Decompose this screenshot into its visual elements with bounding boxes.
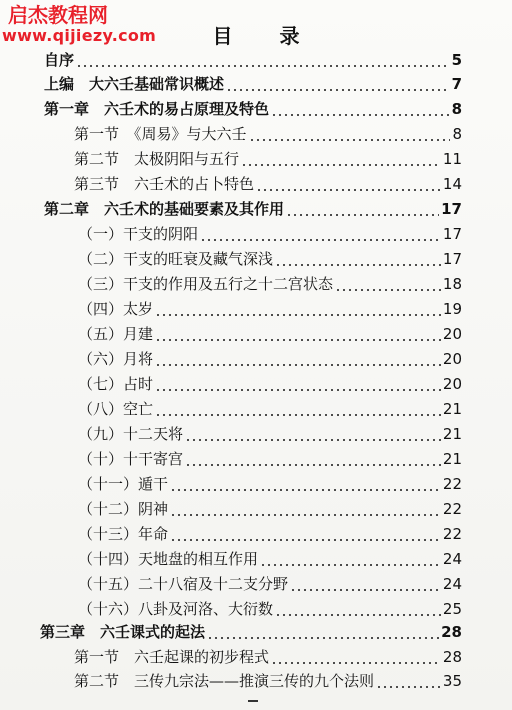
toc-entry-label: （十五）二十八宿及十二支分野	[78, 575, 289, 593]
toc-entry-page-number: 18	[442, 275, 462, 293]
toc-entry-page-number: 28	[441, 623, 462, 641]
toc-entry-label: （十二）阴神	[78, 500, 169, 518]
toc-entry-page-number: 7	[451, 75, 462, 93]
toc-entry-label: （八）空亡	[78, 400, 154, 418]
toc-leader-dots	[286, 214, 439, 216]
toc-leader-dots	[155, 414, 441, 416]
toc-entry	[74, 122, 462, 146]
toc-entry-label: （五）月建	[78, 325, 154, 343]
toc-title: 目 录	[212, 24, 320, 48]
toc-entry-page-number: 11	[442, 150, 462, 168]
watermark-site-name: 启杰教程网	[8, 3, 108, 27]
toc-leader-dots	[275, 614, 441, 616]
page-edge-mark	[248, 700, 258, 702]
toc-entry-label: （十四）天地盘的相互作用	[78, 550, 259, 568]
toc-leader-dots	[260, 564, 441, 566]
toc-entry-label: 第三章 六壬课式的起法	[40, 623, 206, 641]
toc-entry-label: 第二节 太极阴阳与五行	[74, 150, 240, 168]
toc-entry-page-number: 19	[442, 300, 462, 318]
toc-entry-label: （十三）年命	[78, 525, 169, 543]
toc-entry-label: （六）月将	[78, 350, 154, 368]
toc-entry-label: 第三节 六壬术的占卜特色	[74, 175, 255, 193]
toc-entry	[44, 72, 462, 96]
toc-entry-page-number: 5	[451, 51, 462, 69]
toc-leader-dots	[290, 589, 441, 591]
toc-entry-page-number: 22	[442, 500, 462, 518]
toc-leader-dots	[155, 364, 441, 366]
toc-leader-dots	[155, 339, 441, 341]
toc-leader-dots	[155, 389, 441, 391]
toc-entry	[78, 422, 462, 446]
toc-leader-dots	[226, 89, 450, 91]
toc-entry-page-number: 20	[442, 325, 462, 343]
toc-entry	[78, 472, 462, 496]
toc-entry-label: 第一节 《周易》与大六壬	[74, 125, 247, 143]
toc-entry-label: （十六）八卦及河洛、大衍数	[78, 600, 274, 618]
toc-entry-page-number: 24	[442, 575, 462, 593]
toc-entry-page-number: 21	[442, 450, 462, 468]
toc-leader-dots	[271, 662, 441, 664]
toc-leader-dots	[256, 189, 441, 191]
toc-entry-label: 第一节 六壬起课的初步程式	[74, 648, 270, 666]
toc-entry	[40, 620, 462, 644]
toc-entry-page-number: 35	[442, 672, 462, 690]
toc-entry-page-number: 21	[442, 400, 462, 418]
toc-leader-dots	[185, 439, 441, 441]
toc-leader-dots	[200, 239, 441, 241]
toc-entry-page-number: 17	[442, 225, 462, 243]
toc-leader-dots	[275, 264, 441, 266]
toc-entry	[44, 197, 462, 221]
toc-entry-label: （二）干支的旺衰及藏气深浅	[78, 250, 274, 268]
toc-entry	[78, 222, 462, 246]
toc-leader-dots	[271, 114, 450, 116]
toc-entry	[74, 147, 462, 171]
toc-entry	[78, 522, 462, 546]
toc-entry	[78, 272, 462, 296]
toc-entry-page-number: 8	[452, 125, 462, 143]
watermark-url: www.qijiezy.com	[2, 26, 157, 45]
toc-entry-page-number: 20	[442, 350, 462, 368]
toc-leader-dots	[76, 65, 450, 67]
toc-entry-label: 上编 大六壬基础常识概述	[44, 75, 225, 93]
toc-leader-dots	[335, 289, 441, 291]
toc-entry-label: 第二节 三传九宗法——推演三传的九个法则	[74, 672, 375, 690]
toc-entry-page-number: 8	[451, 100, 462, 118]
toc-entry	[74, 645, 462, 669]
toc-entry-label: （十一）遁干	[78, 475, 169, 493]
toc-entry	[74, 669, 462, 693]
toc-entry	[44, 48, 462, 72]
toc-entry-page-number: 20	[442, 375, 462, 393]
toc-entry	[78, 347, 462, 371]
toc-entry	[78, 572, 462, 596]
toc-entry-label: （四）太岁	[78, 300, 154, 318]
toc-entry-label: 第一章 六壬术的易占原理及特色	[44, 100, 270, 118]
toc-entry-label: （一）干支的阴阳	[78, 225, 199, 243]
toc-entry-page-number: 25	[442, 600, 462, 618]
toc-entry-page-number: 17	[441, 200, 462, 218]
toc-entry-page-number: 24	[442, 550, 462, 568]
toc-leader-dots	[207, 637, 439, 639]
toc-entry-label: （九）十二天将	[78, 425, 184, 443]
toc-leader-dots	[170, 489, 441, 491]
toc-entry	[78, 497, 462, 521]
toc-entry	[44, 97, 462, 121]
toc-entry-label: （七）占时	[78, 375, 154, 393]
toc-leader-dots	[155, 314, 441, 316]
toc-entry-page-number: 14	[442, 175, 462, 193]
toc-leader-dots	[170, 539, 441, 541]
toc-entry-label: （十）十干寄宫	[78, 450, 184, 468]
toc-entry	[78, 597, 462, 621]
toc-entry	[78, 297, 462, 321]
toc-entry	[74, 172, 462, 196]
toc-entry-page-number: 21	[442, 425, 462, 443]
toc-leader-dots	[249, 139, 451, 141]
toc-leader-dots	[170, 514, 441, 516]
toc-entry-page-number: 22	[442, 525, 462, 543]
toc-leader-dots	[241, 164, 441, 166]
toc-entry-label: 第二章 六壬术的基础要素及其作用	[44, 200, 285, 218]
toc-entry	[78, 447, 462, 471]
toc-entry-page-number: 17	[442, 250, 462, 268]
toc-entry-page-number: 22	[442, 475, 462, 493]
toc-entry-label: 自序	[44, 51, 75, 69]
toc-leader-dots	[376, 686, 441, 688]
toc-entry	[78, 247, 462, 271]
toc-entry	[78, 322, 462, 346]
toc-leader-dots	[185, 464, 441, 466]
toc-entry-page-number: 28	[442, 648, 462, 666]
toc-entry	[78, 372, 462, 396]
toc-entry	[78, 397, 462, 421]
toc-entry-label: （三）干支的作用及五行之十二宫状态	[78, 275, 334, 293]
toc-entry	[78, 547, 462, 571]
